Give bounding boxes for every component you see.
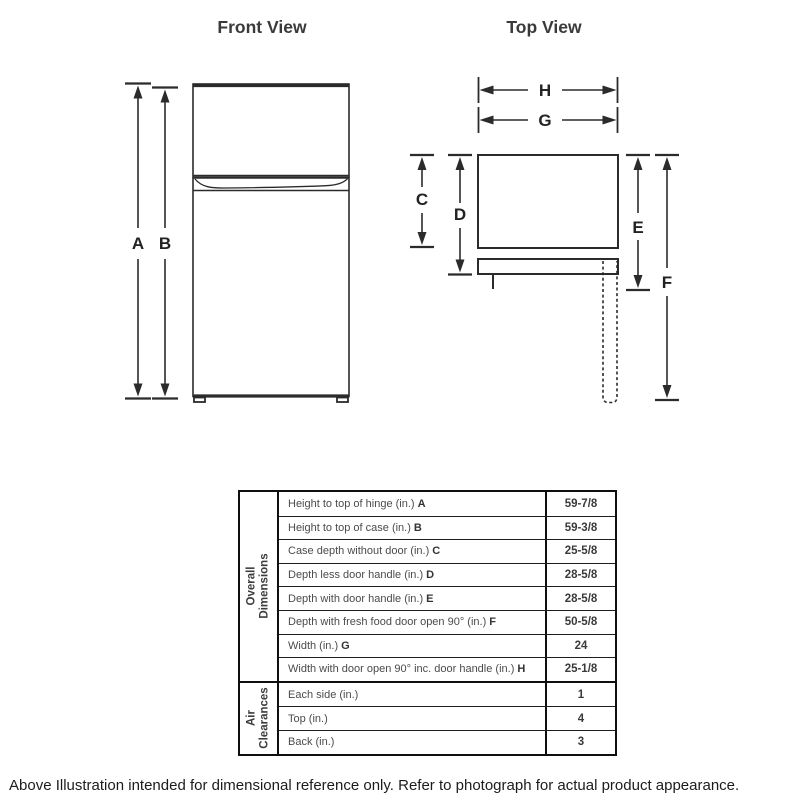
table-section-air-clearances [240,681,615,754]
row-value: 25-1/8 [545,658,615,681]
row-value: 3 [545,731,615,754]
table-row [279,657,615,681]
section-header-air-clearances [240,683,279,754]
dim-label-c: C [415,190,429,209]
table-row [279,683,615,707]
table-row [279,492,615,516]
dimension-arrow-B [152,88,178,399]
front-view-title: Front View [217,17,307,37]
section-header-line: Overall [245,566,258,606]
row-label [279,540,545,563]
dim-label-d: D [453,205,467,224]
dimension-arrow-F [655,155,679,400]
row-label-text: Depth less door handle (in.) [288,569,424,582]
row-value: 28-5/8 [545,564,615,587]
table-row [279,730,615,754]
row-value: 25-5/8 [545,540,615,563]
row-dim-key: B [413,521,422,534]
row-label [279,492,545,516]
row-label [279,635,545,658]
dimensions-table [238,490,617,756]
row-label [279,707,545,730]
table-row [279,539,615,563]
row-dim-key: A [417,497,426,510]
table-row [279,563,615,587]
dim-label-h: H [538,81,552,100]
top-view-diagram [410,17,679,403]
fridge-foot-left [194,398,205,403]
table-row [279,586,615,610]
row-label [279,611,545,634]
row-value: 24 [545,635,615,658]
row-label-text: Case depth without door (in.) [288,545,430,558]
row-label-text: Width with door open 90° inc. door handle (in.) [288,663,515,676]
row-dim-key: E [426,592,434,605]
row-label-text: Depth with fresh food door open 90° (in.) [288,616,487,629]
case-top-rect [478,155,618,248]
dimension-arrow-E [626,155,650,290]
row-value: 28-5/8 [545,587,615,610]
table-row [279,610,615,634]
row-label [279,517,545,540]
section-header-overall-dimensions [240,492,279,681]
row-value: 50-5/8 [545,611,615,634]
row-label-text: Back (in.) [288,736,335,749]
row-dim-key: G [341,639,350,652]
row-label [279,658,545,681]
row-value: 1 [545,683,615,707]
row-dim-key: C [432,545,441,558]
table-row [279,706,615,730]
row-label [279,683,545,707]
row-dim-key: D [426,569,435,582]
row-label-text: Height to top of case (in.) [288,521,411,534]
dimension-arrow-A [125,84,151,399]
section-rows [279,492,615,681]
table-section-overall-dimensions [240,492,615,681]
row-dim-key: H [517,663,526,676]
row-label [279,731,545,754]
dimension-arrow-D [448,155,472,275]
section-header-line: Air [245,710,258,727]
row-label-text: Width (in.) [288,639,339,652]
footer-note: Above Illustration intended for dimensional reference only. Refer to photograph for actual product appearance. [9,777,740,794]
row-label [279,587,545,610]
row-label-text: Depth with door handle (in.) [288,592,424,605]
door-open-dashed-outline [603,261,617,403]
table-row [279,634,615,658]
row-dim-key: F [489,616,496,629]
dimension-arrow-C [410,155,434,247]
fridge-foot-right [337,398,348,403]
row-value: 4 [545,707,615,730]
row-label [279,564,545,587]
table-row [279,516,615,540]
section-rows [279,683,615,754]
section-header-line: Clearances [258,687,271,749]
row-label-text: Height to top of hinge (in.) [288,497,415,510]
dim-label-g: G [538,111,552,130]
front-view-diagram [125,17,349,402]
door-top-rect [478,259,618,274]
dim-label-f: F [661,273,673,292]
fridge-front-outline [193,84,349,402]
section-header-line: Dimensions [258,553,271,619]
dim-label-b: B [158,234,172,253]
dim-label-a: A [131,234,145,253]
row-value: 59-3/8 [545,517,615,540]
dim-label-e: E [632,218,644,237]
row-value: 59-7/8 [545,492,615,516]
dimension-arrow-H [479,77,618,103]
row-label-text: Each side (in.) [288,688,359,701]
row-label-text: Top (in.) [288,712,328,725]
fridge-top-outline [478,155,618,403]
dimension-arrow-G [479,107,618,133]
top-view-title: Top View [506,17,582,37]
